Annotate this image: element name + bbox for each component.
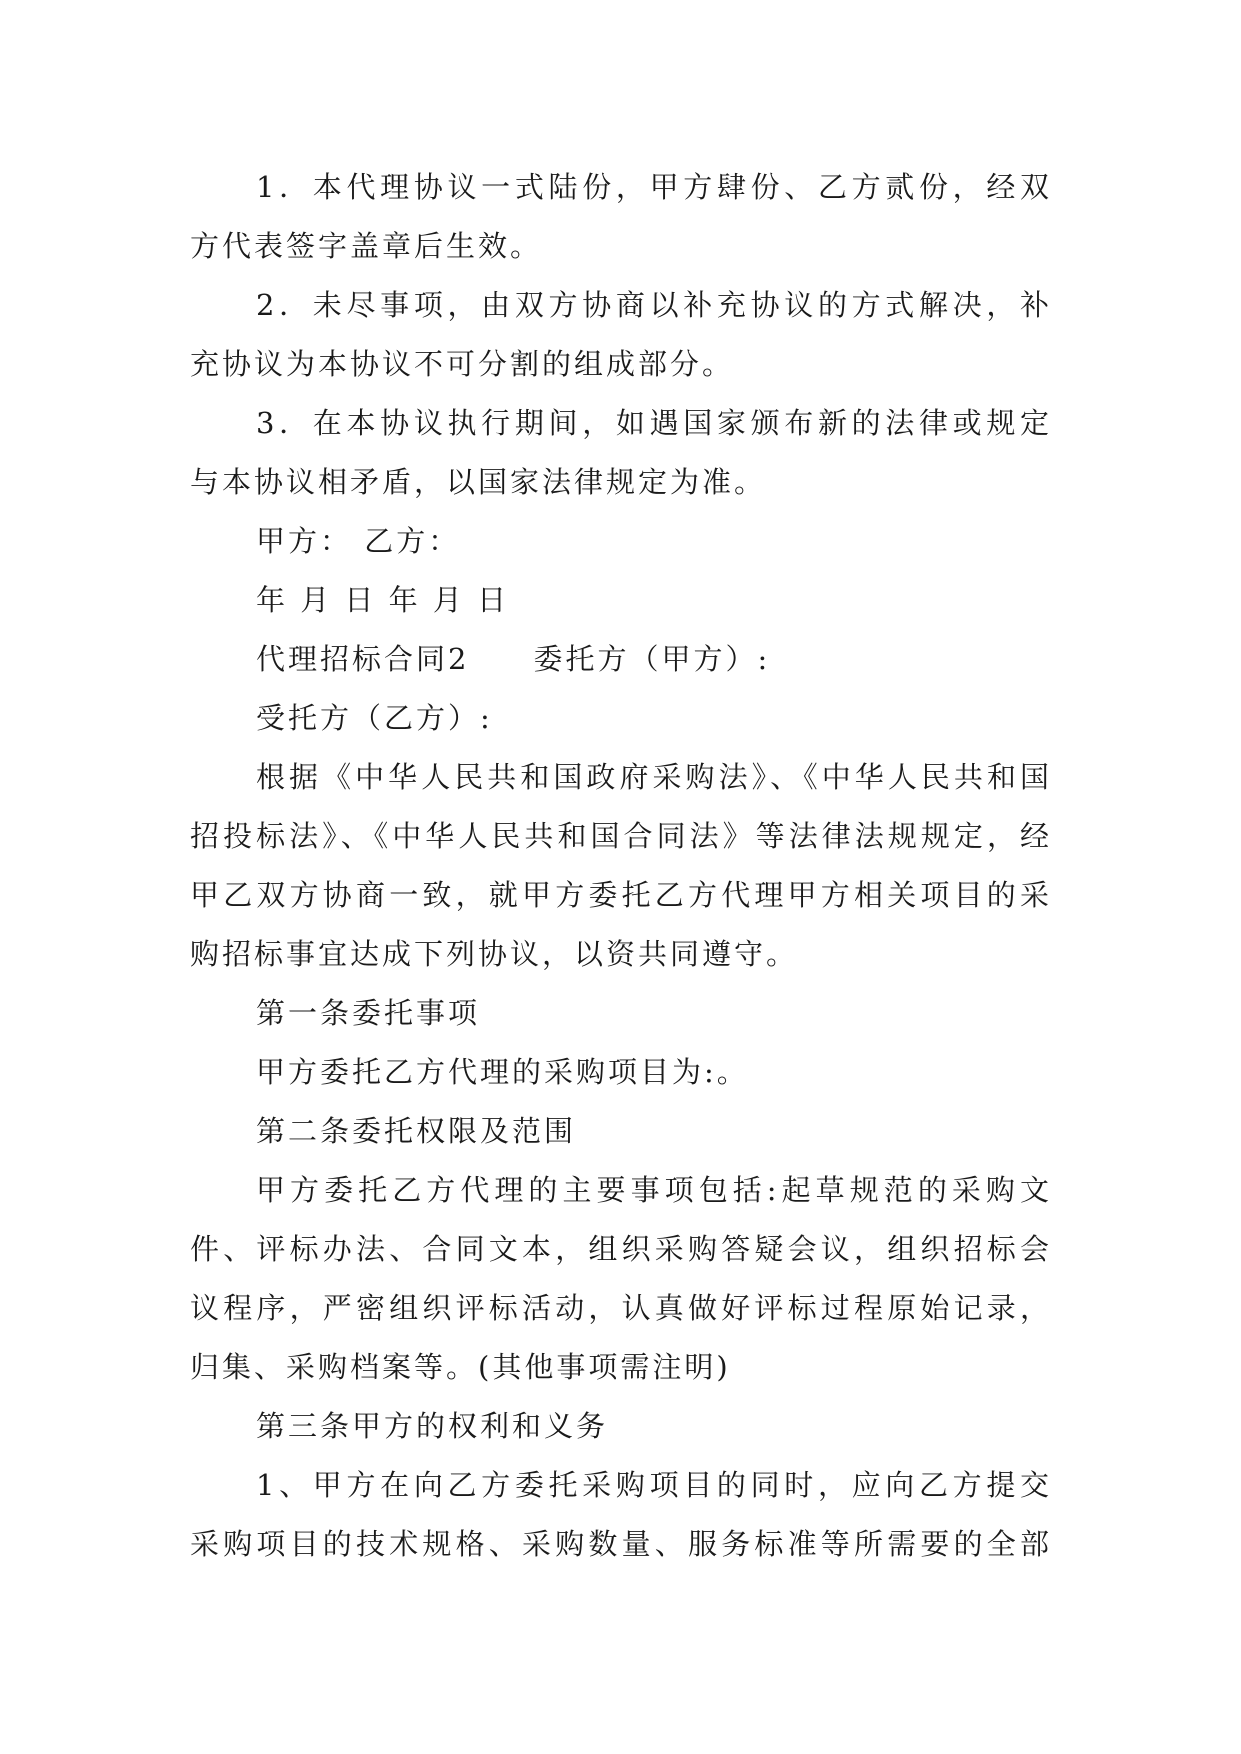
text-line: 件、评标办法、合同文本，组织采购答疑会议，组织招标会 [190,1232,1052,1266]
text-line: 3．在本协议执行期间，如遇国家颁布新的法律或规定 [256,406,1052,440]
text-line: 方代表签字盖章后生效。 [190,229,543,263]
text-line: 根据《中华人民共和国政府采购法》、《中华人民共和国 [256,760,1052,794]
document-page [190,158,1052,1574]
text-line: 年 月 日 年 月 日 [256,583,510,617]
text-line: 甲方： 乙方： [256,524,461,558]
text-line: 与本协议相矛盾，以国家法律规定为准。 [190,465,767,499]
text-line: 购招标事宜达成下列协议，以资共同遵守。 [190,937,799,971]
text-line: 甲方委托乙方代理的主要事项包括:起草规范的采购文 [256,1173,1052,1207]
text-line: 归集、采购档案等。(其他事项需注明) [190,1350,731,1384]
text-line: 充协议为本协议不可分割的组成部分。 [190,347,735,381]
text-line: 甲乙双方协商一致，就甲方委托乙方代理甲方相关项目的采 [190,878,1052,912]
text-line: 1、甲方在向乙方委托采购项目的同时，应向乙方提交 [256,1468,1052,1502]
text-line: 2．未尽事项，由双方协商以补充协议的方式解决，补 [256,288,1052,322]
text-line: 议程序，严密组织评标活动，认真做好评标过程原始记录， [190,1291,1052,1325]
text-line: 第二条委托权限及范围 [256,1114,577,1148]
text-line: 采购项目的技术规格、采购数量、服务标准等所需要的全部 [190,1527,1052,1561]
text-line: 1．本代理协议一式陆份，甲方肆份、乙方贰份，经双 [256,170,1052,204]
text-line: 甲方委托乙方代理的采购项目为:。 [256,1055,749,1089]
text-line: 受托方（乙方）: [256,701,493,735]
text-line: 招投标法》、《中华人民共和国合同法》等法律法规规定，经 [190,819,1052,853]
text-line: 第三条甲方的权利和义务 [256,1409,609,1443]
text-line: 第一条委托事项 [256,996,481,1030]
text-line: 代理招标合同2 委托方（甲方）: [256,642,771,676]
